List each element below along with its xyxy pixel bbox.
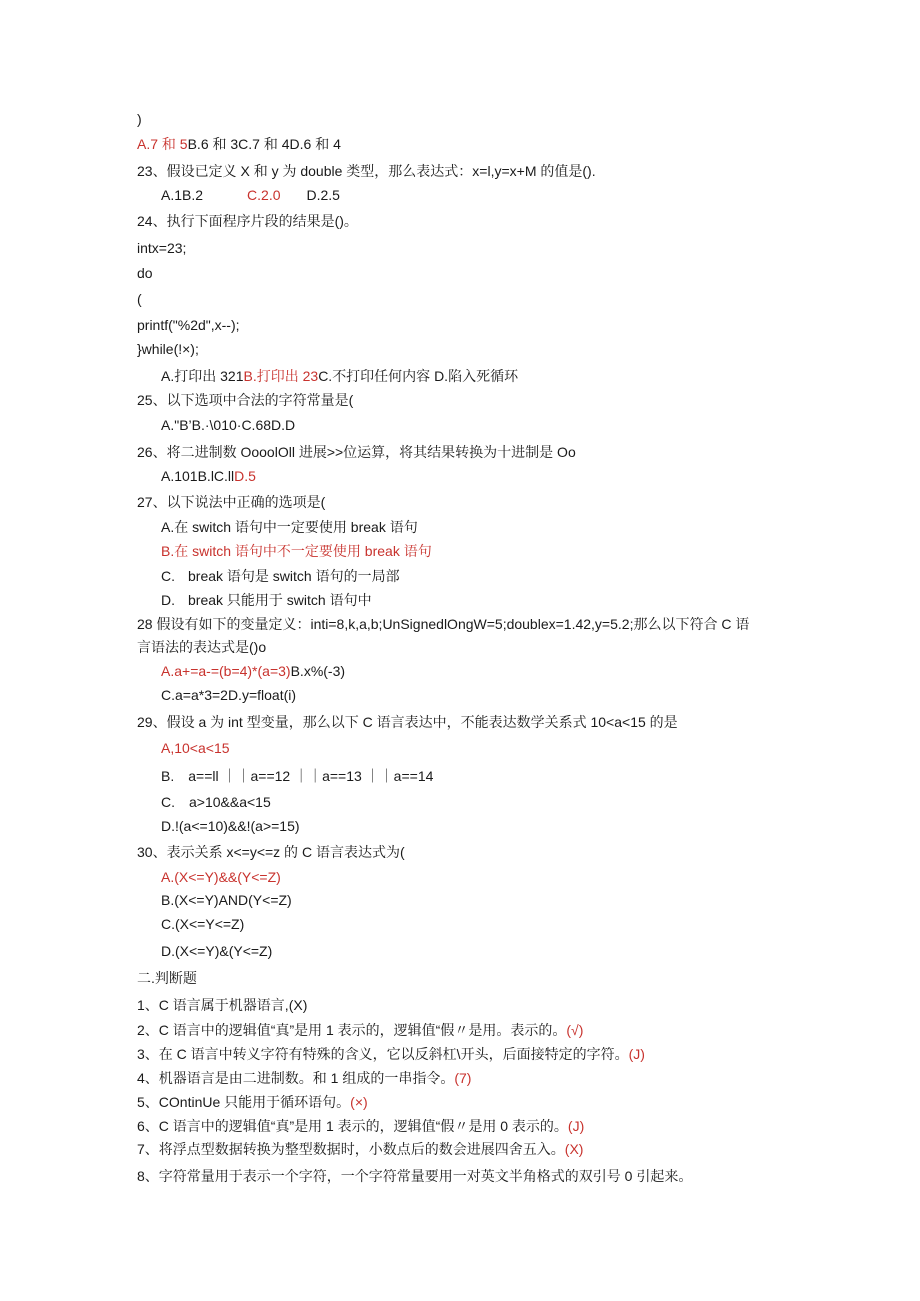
q28-options-cd: C.a=a*3=2D.y=float(i)	[161, 687, 297, 703]
judgment-item	[137, 996, 307, 1014]
q28-options-ab	[161, 662, 345, 680]
q27-stem: 27、以下说法中正确的选项是(	[137, 494, 326, 510]
q25-stem: 25、以下选项中合法的字符常量是(	[137, 392, 354, 408]
judgment-text: 8、字符常量用于表示一个字符，一个字符常量要用一对英文半角格式的双引号 0 引起来。	[137, 1168, 693, 1184]
judgment-text: 6、C 语言中的逻辑值“真”是用 1 表示的，逻辑值“假〃是用 0 表示的。	[137, 1118, 568, 1134]
q24-code-line: (	[137, 291, 142, 307]
judgment-answer-mark: (J)	[567, 1118, 585, 1134]
q29-answer-a: A,10<a<15	[161, 740, 230, 756]
q23-answer-c: C.2.0	[247, 187, 281, 203]
q24-code-line: intx=23;	[137, 240, 187, 256]
q22-bracket: )	[137, 111, 142, 127]
q30-option-d: D.(X<=Y)&(Y<=Z)	[161, 943, 273, 959]
q29-option-b	[161, 767, 433, 785]
q26-options-abc: A.101B.lC.ll	[161, 468, 235, 484]
q24-answer-b: B.打印出 23	[243, 368, 319, 384]
q27-option-a: A.在 switch 语句中一定要使用 break 语句	[161, 519, 418, 535]
judgment-text: 1、C 语言属于机器语言,	[137, 997, 289, 1013]
section-title-judgment: 二.判断题	[137, 970, 197, 986]
q27-option-c	[161, 567, 400, 585]
q28-answer-a: A.a+=a-=(b=4)*(a=3)	[161, 663, 291, 679]
q26-options	[161, 467, 256, 485]
q28-stem-line1: 28 假设有如下的变量定义：inti=8,k,a,b;UnSignedlOngW=5;doublex=1.42,y=5.2;那么以下符合 C 语	[137, 616, 750, 632]
q24-options-rest: C.不打印任何内容 D.陷入死循环	[318, 368, 519, 384]
q30-option-c: C.(X<=Y<=Z)	[161, 916, 245, 932]
judgment-answer-mark: (J)	[628, 1046, 645, 1062]
q23-options-ab: A.1B.2	[161, 187, 204, 203]
q29-stem: 29、假设 a 为 int 型变量，那么以下 C 语言表达中，不能表达数学关系式 10<a<15 的是	[137, 714, 678, 730]
judgment-answer-mark: (X)	[288, 997, 308, 1013]
q27-option-d	[161, 591, 372, 609]
judgment-text: 7、将浮点型数据转换为整型数据时，小数点后的数会进展四舍五入。	[137, 1141, 565, 1157]
judgment-item	[137, 1093, 368, 1111]
q24-stem: 24、执行下面程序片段的结果是()。	[137, 213, 358, 229]
q27-option-c-text: break 语句是 switch 语句的一局部	[188, 568, 400, 584]
q26-stem: 26、将二进制数 OooolOll 进展>>位运算，将其结果转换为十进制是 Oo	[137, 444, 576, 460]
q23-stem: 23、假设已定义 X 和 y 为 double 类型，那么表达式：x=l,y=x+M 的值是().	[137, 163, 596, 179]
q22-options-rest: B.6 和 3C.7 和 4D.6 和 4	[187, 136, 341, 152]
judgment-text: 5、COntinUe 只能用于循环语句。	[137, 1094, 351, 1110]
q24-code-line: }while(!×);	[137, 341, 199, 357]
judgment-text: 4、机器语言是由二进制数。和 1 组成的一串指令。	[137, 1070, 455, 1086]
q30-answer-a: A.(X<=Y)&&(Y<=Z)	[161, 869, 281, 885]
judgment-item	[137, 1069, 471, 1087]
q29-option-c-text: a>10&&a<15	[189, 794, 271, 810]
q27-option-c-label: C.	[161, 568, 175, 584]
q28-option-b: B.x%(-3)	[290, 663, 346, 679]
q23-option-d: D.2.5	[306, 187, 340, 203]
judgment-item	[137, 1117, 584, 1135]
q25-options: A."B’B.·\010·C.68D.D	[161, 417, 296, 433]
q29-option-d: D.!(a<=10)&&!(a>=15)	[161, 818, 300, 834]
judgment-text: 2、C 语言中的逻辑值“真”是用 1 表示的，逻辑值“假〃是用。表示的。	[137, 1022, 567, 1038]
judgment-item	[137, 1140, 583, 1158]
q26-answer-d: D.5	[234, 468, 256, 484]
q29-option-b-label: B.	[161, 768, 175, 784]
q24-code-line: do	[137, 265, 153, 281]
judgment-item	[137, 1021, 583, 1039]
q28-stem-line2: 言语法的表达式是()o	[137, 639, 267, 655]
q29-option-c-label: C.	[161, 794, 175, 810]
judgment-answer-mark: (X)	[564, 1141, 584, 1157]
judgment-text: 3、在 C 语言中转义字符有特殊的含义，它以反斜杠\开头，后面接特定的字符。	[137, 1046, 629, 1062]
q29-option-c	[161, 793, 271, 811]
q23-options	[161, 186, 340, 204]
q30-stem: 30、表示关系 x<=y<=z 的 C 语言表达式为(	[137, 844, 405, 860]
q24-code-line: printf("%2d",x--);	[137, 317, 240, 333]
judgment-answer-mark: (√)	[566, 1022, 584, 1038]
q22-options	[137, 135, 341, 153]
judgment-item	[137, 1167, 692, 1185]
judgment-answer-mark: (×)	[350, 1094, 368, 1110]
judgment-answer-mark: (7)	[454, 1070, 472, 1086]
q22-answer-a: A.7 和 5	[137, 136, 188, 152]
q24-options	[161, 367, 518, 385]
q30-option-b: B.(X<=Y)AND(Y<=Z)	[161, 892, 292, 908]
q27-answer-b: B.在 switch 语句中不一定要使用 break 语句	[161, 543, 432, 559]
q24-option-a: A.打印出 321	[161, 368, 244, 384]
q27-option-d-label: D.	[161, 592, 175, 608]
q29-option-b-text: a==ll ｜｜a==12 ｜｜a==13 ｜｜a==14	[188, 768, 434, 784]
judgment-item	[137, 1045, 645, 1063]
q27-option-d-text: break 只能用于 switch 语句中	[188, 592, 372, 608]
